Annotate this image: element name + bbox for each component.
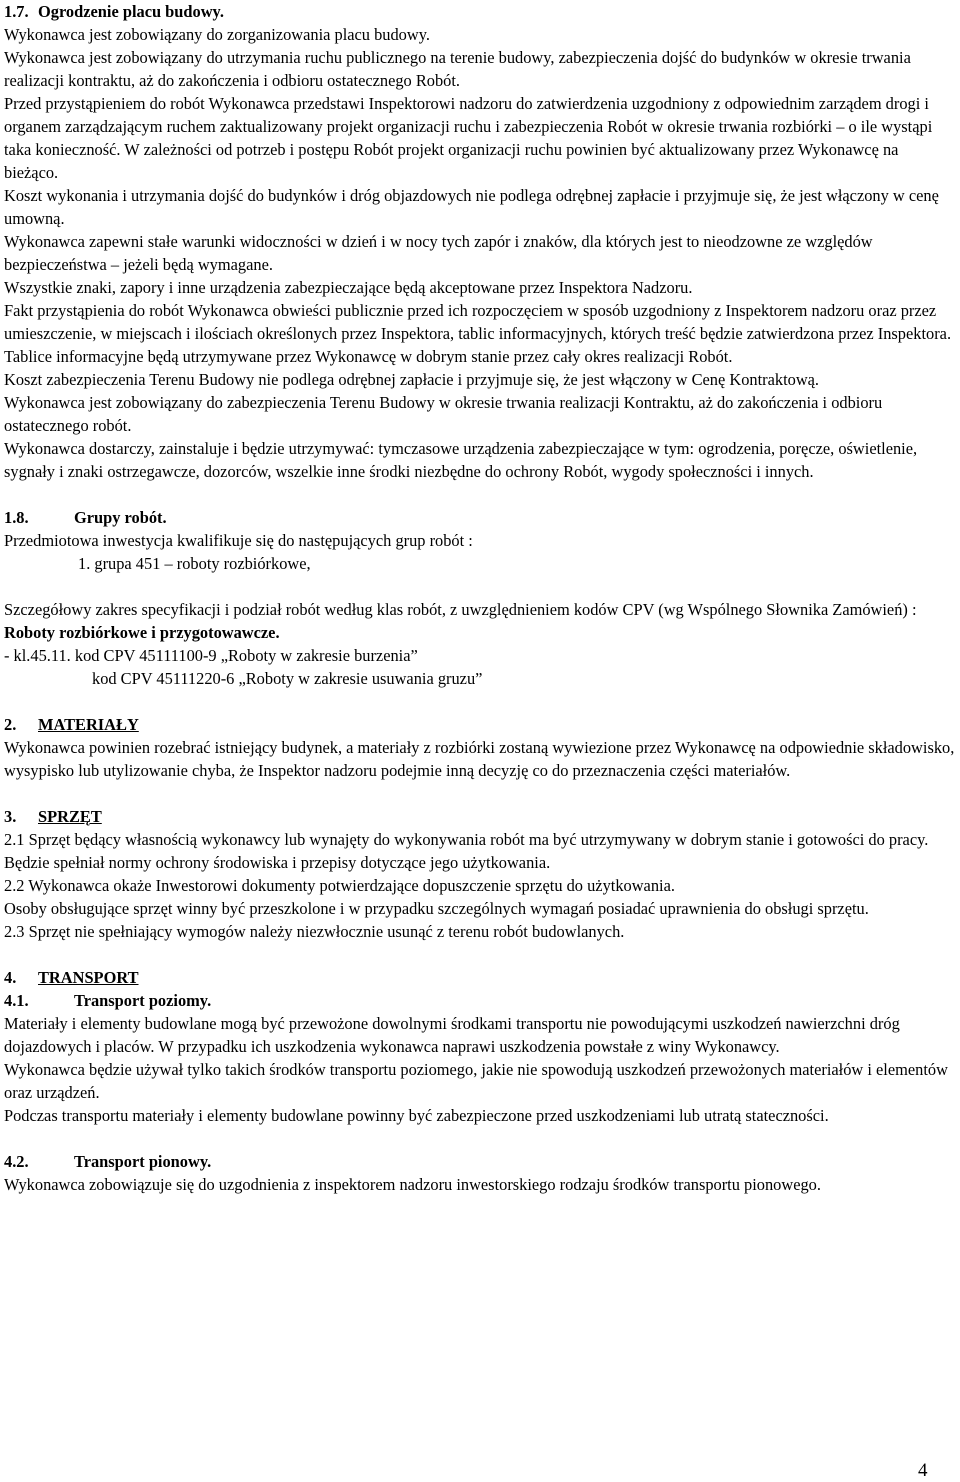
section-number: 3. [4,807,17,826]
paragraph: 2.2 Wykonawca okaże Inwestorowi dokumenty potwierdzające dopuszczenie sprzętu do użytkowania. [4,876,675,895]
paragraph: Podczas transportu materiały i elementy budowlane powinny być zabezpieczone przed uszkodzeniami lub utratą stateczności. [4,1106,829,1125]
page-number: 4 [918,1460,928,1481]
paragraph: Materiały i elementy budowlane mogą być przewożone dowolnymi środkami transportu nie powodującymi uszkodzeń nawierzchni dróg dojazdowych i placów. W przypadku ich uszkodzenia wykonawca naprawi uszkodzenia powstałe z winy Wykonawcy. [4,1014,900,1056]
paragraph: Wykonawca będzie używał tylko takich środków transportu poziomego, jakie nie spowodują uszkodzeń przewożonych materiałów i elementów oraz urządzeń. [4,1060,948,1102]
spacer [4,483,956,506]
section-title: TRANSPORT [38,968,139,987]
section-number: 4. [4,968,17,987]
paragraph: Przedmiotowa inwestycja kwalifikuje się do następujących grup robót : [4,531,473,550]
section-number: 4.1. [4,991,29,1010]
cpv-line: kod CPV 45111220-6 „Roboty w zakresie usuwania gruzu” [92,669,483,688]
paragraph: Wykonawca jest zobowiązany do zabezpieczenia Terenu Budowy w okresie trwania realizacji Kontraktu, aż do zakończenia i odbioru ostatecznego robót. [4,393,883,435]
paragraph: Fakt przystąpienia do robót Wykonawca obwieści publicznie przed ich rozpoczęciem w sposób uzgodniony z Inspektorem nadzoru oraz przez umieszczenie, w miejscach i ilościach określonych przez Inspektora, tablic informacyjnych, których treść będzie zatwierdzona przez Inspektora. Tablice informacyjne będą utrzymywane przez Wykonawcę w dobrym stanie przez cały okres realizacji Robót. [4,301,952,366]
paragraph: 2.1 Sprzęt będący własnością wykonawcy lub wynajęty do wykonywania robót ma być utrzymywany w dobrym stanie i gotowości do pracy. Będzie spełniał normy ochrony środowiska i przepisy dotyczące jego użytkowania. [4,830,929,872]
paragraph: Koszt zabezpieczenia Terenu Budowy nie podlega odrębnej zapłacie i przyjmuje się, że jest włączony w Cenę Kontraktową. [4,370,820,389]
paragraph: Szczegółowy zakres specyfikacji i podział robót według klas robót, z uwzględnieniem kodów CPV (wg Wspólnego Słownika Zamówień) : [4,600,917,619]
section-number: 1.8. [4,508,29,527]
section-2-heading [4,713,956,736]
paragraph: Wszystkie znaki, zapory i inne urządzenia zabezpieczające będą akceptowane przez Inspektora Nadzoru. [4,278,693,297]
paragraph: Przed przystąpieniem do robót Wykonawca przedstawi Inspektorowi nadzoru do zatwierdzenia uzgodniony z odpowiednim zarządem drogi i organem zarządzającym ruchem zaktualizowany projekt organizacji ruchu i zabezpieczenia Robót w okresie trwania rozbiórki – o ile wystąpi taka konieczność. W zależności od potrzeb i postępu Robót projekt organizacji ruchu powinien być aktualizowany przez Wykonawcę na bieżąco. [4,94,933,182]
section-title: Grupy robót. [74,508,167,527]
section-1-7-heading [4,0,956,23]
subheading: Roboty rozbiórkowe i przygotowawcze. [4,623,280,642]
section-title: SPRZĘT [38,807,102,826]
section-4-heading [4,966,956,989]
list-item: 1. grupa 451 – roboty rozbiórkowe, [78,554,311,573]
paragraph: Koszt wykonania i utrzymania dojść do budynków i dróg objazdowych nie podlega odrębnej zapłacie i przyjmuje się, że jest włączony w cenę umowną. [4,186,939,228]
section-1-8-heading [4,506,956,529]
section-3-heading [4,805,956,828]
section-4-2-heading [4,1150,956,1173]
section-title: Ogrodzenie placu budowy. [38,2,224,21]
section-title: Transport pionowy. [74,1152,212,1171]
spacer [4,1127,956,1150]
paragraph: Wykonawca zapewni stałe warunki widoczności w dzień i w nocy tych zapór i znaków, dla których jest to nieodzowne ze względów bezpieczeństwa – jeżeli będą wymagane. [4,232,873,274]
paragraph: Wykonawca jest zobowiązany do utrzymania ruchu publicznego na terenie budowy, zabezpieczenia dojść do budynków w okresie trwania realizacji kontraktu, aż do zakończenia i odbioru ostatecznego Robót. [4,48,911,90]
paragraph: Osoby obsługujące sprzęt winny być przeszkolone i w przypadku szczególnych wymagań posiadać uprawnienia do obsługi sprzętu. [4,899,869,918]
paragraph: 2.3 Sprzęt nie spełniający wymogów należy niezwłocznie usunąć z terenu robót budowlanych. [4,922,625,941]
paragraph: Wykonawca powinien rozebrać istniejący budynek, a materiały z rozbiórki zostaną wywiezione przez Wykonawcę na odpowiednie składowisko, wysypisko lub utylizowanie chyba, że Inspektor nadzoru podejmie inną decyzję co do przeznaczenia części materiałów. [4,738,955,780]
spacer [4,575,956,598]
spacer [4,782,956,805]
spacer [4,943,956,966]
section-4-1-heading [4,989,956,1012]
paragraph: Wykonawca jest zobowiązany do zorganizowania placu budowy. [4,25,430,44]
cpv-line: - kl.45.11. kod CPV 45111100-9 „Roboty w zakresie burzenia” [4,646,418,665]
section-title: Transport poziomy. [74,991,212,1010]
section-title: MATERIAŁY [38,715,139,734]
section-number: 1.7. [4,2,29,21]
paragraph: Wykonawca dostarczy, zainstaluje i będzie utrzymywać: tymczasowe urządzenia zabezpieczające w tym: ogrodzenia, poręcze, oświetlenie, sygnały i znaki ostrzegawcze, dozorców, wszelkie inne środki niezbędne do ochrony Robót, wygody społeczności i innych. [4,439,918,481]
paragraph: Wykonawca zobowiązuje się do uzgodnienia z inspektorem nadzoru inwestorskiego rodzaju środków transportu pionowego. [4,1175,821,1194]
section-number: 2. [4,715,17,734]
section-number: 4.2. [4,1152,29,1171]
document-page [4,0,956,1196]
spacer [4,690,956,713]
